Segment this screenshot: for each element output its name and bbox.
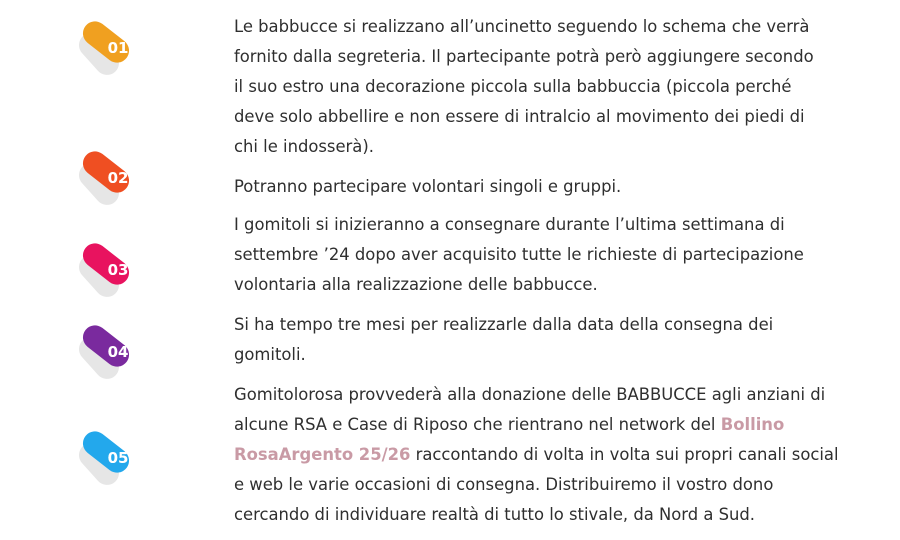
- step-number: 03: [107, 261, 129, 279]
- step-03-badge: [76, 234, 138, 306]
- step-01-text: [234, 12, 874, 162]
- text-line: e web le varie occasioni di consegna. Distribuiremo il vostro dono: [234, 475, 774, 494]
- text-line: Si ha tempo tre mesi per realizzarle dalla data della consegna dei: [234, 315, 774, 334]
- text-line: I gomitoli si inizieranno a consegnare durante l’ultima settimana di: [234, 215, 785, 234]
- pill-badge-icon: [76, 316, 138, 388]
- step-number: 05: [107, 449, 129, 467]
- pill-badge-icon: [76, 234, 138, 306]
- text-segment: alcune RSA e Case di Riposo che rientrano nel network del: [234, 415, 721, 434]
- text-line: settembre ’24 dopo aver acquisito tutte le richieste di partecipazione: [234, 245, 804, 264]
- pill-badge-icon: [76, 142, 138, 214]
- text-line: Le babbucce si realizzano all’uncinetto seguendo lo schema che verrà: [234, 17, 810, 36]
- text-segment: raccontando di volta in volta sui propri canali social: [410, 445, 839, 464]
- step-02-badge: [76, 142, 138, 214]
- pill-badge-icon: [76, 422, 138, 494]
- text-line: deve solo abbellire e non essere di intralcio al movimento dei piedi di: [234, 107, 805, 126]
- step-02-text: [234, 172, 874, 202]
- step-number: 02: [107, 169, 129, 187]
- step-04-badge: [76, 316, 138, 388]
- text-line: fornito dalla segreteria. Il partecipante potrà però aggiungere secondo: [234, 47, 814, 66]
- step-05-badge: [76, 422, 138, 494]
- bollino-highlight: Bollino: [720, 415, 785, 434]
- text-line: cercando di individuare realtà di tutto lo stivale, da Nord a Sud.: [234, 505, 755, 524]
- text-line: gomitoli.: [234, 345, 306, 364]
- text-line: il suo estro una decorazione piccola sulla babbuccia (piccola perché: [234, 77, 792, 96]
- step-number: 04: [107, 343, 129, 361]
- text-line: [234, 410, 874, 440]
- step-04-text: [234, 310, 874, 370]
- step-01-badge: [76, 12, 138, 84]
- text-line: Gomitolorosa provvederà alla donazione delle BABBUCCE agli anziani di: [234, 385, 826, 404]
- text-line: Potranno partecipare volontari singoli e gruppi.: [234, 177, 622, 196]
- step-03-text: [234, 210, 874, 300]
- rosaargento-highlight: RosaArgento 25/26: [234, 445, 411, 464]
- text-line: [234, 440, 874, 470]
- pill-badge-icon: [76, 12, 138, 84]
- step-05-text: [234, 380, 874, 530]
- step-number: 01: [107, 39, 129, 57]
- text-line: volontaria alla realizzazione delle babbucce.: [234, 275, 598, 294]
- text-line: chi le indosserà).: [234, 137, 374, 156]
